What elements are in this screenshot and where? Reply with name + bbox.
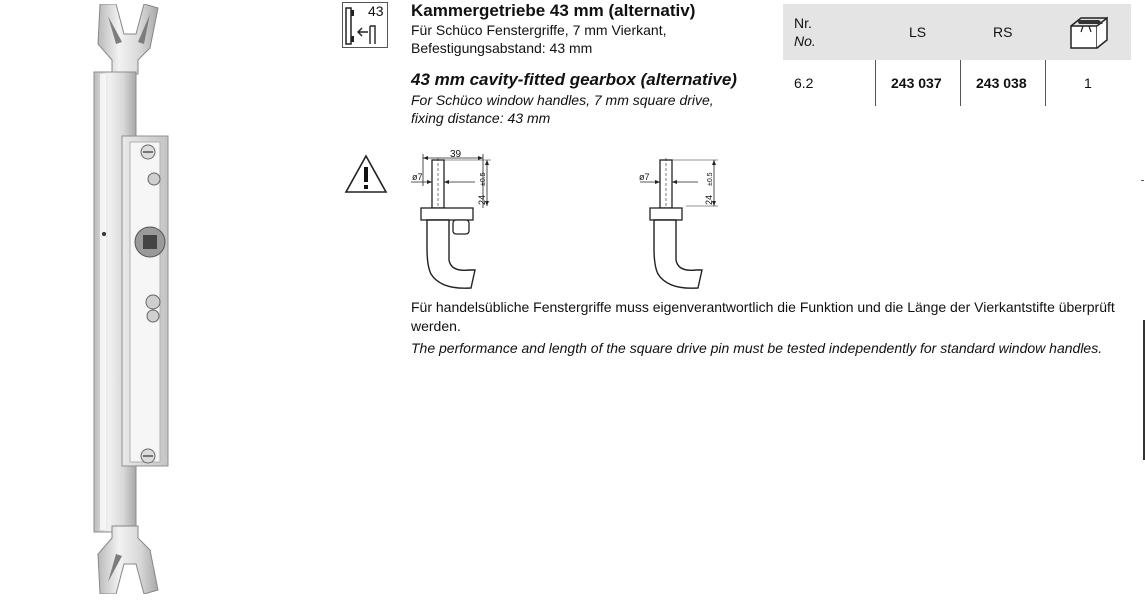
product-title-de: Kammergetriebe 43 mm (alternativ) (411, 1, 696, 20)
handle-drawing-2 (636, 148, 736, 290)
dim-diameter: ø7 (412, 172, 423, 182)
dim-width: 39 (450, 149, 462, 160)
handle-drawing-1 (405, 148, 505, 290)
dim-tolerance: ±0.5 (480, 172, 487, 186)
column-ls: LS (909, 24, 927, 40)
product-description-en (411, 91, 714, 127)
package-box-icon (1067, 14, 1111, 50)
table-row (783, 60, 1131, 106)
product-title-en: 43 mm cavity-fitted gearbox (alternative) (411, 70, 737, 89)
order-table-header (783, 4, 1131, 60)
column-divider (960, 60, 961, 106)
dim-diameter: ø7 (639, 172, 650, 182)
column-nr-en: No. (794, 33, 816, 49)
column-nr (794, 14, 816, 50)
description-en-line: For Schüco window handles, 7 mm square drive, (411, 92, 714, 108)
article-number-ls: 243 037 (891, 75, 942, 91)
gearbox-product-image (78, 4, 178, 594)
description-de-line: Befestigungsabstand: 43 mm (411, 40, 593, 56)
category-number: 43 (368, 3, 384, 19)
row-nr: 6.2 (794, 75, 814, 91)
article-number-rs: 243 038 (976, 75, 1027, 91)
category-badge (342, 2, 388, 48)
column-divider (875, 60, 876, 106)
description-en-line: fixing distance: 43 mm (411, 110, 551, 126)
dim-height: 24 (477, 194, 487, 205)
column-nr-de: Nr. (794, 15, 812, 31)
warning-triangle-icon (344, 154, 388, 194)
note-en: The performance and length of the square drive pin must be tested independently for standard window handles. (411, 340, 1103, 356)
column-rs: RS (993, 24, 1013, 40)
dim-height: 24 (704, 194, 714, 205)
dim-tolerance: ±0.5 (707, 172, 714, 186)
note-de: Für handelsübliche Fenstergriffe muss eigenverantwortlich die Funktion und die Länge der Vierkantstifte überprüft werden. (411, 299, 1115, 334)
column-divider (1045, 60, 1046, 106)
product-description-de (411, 21, 666, 57)
page-edge-tick (1141, 180, 1144, 181)
packaging-quantity: 1 (1084, 75, 1092, 91)
description-de-line: Für Schüco Fenstergriffe, 7 mm Vierkant, (411, 22, 667, 38)
